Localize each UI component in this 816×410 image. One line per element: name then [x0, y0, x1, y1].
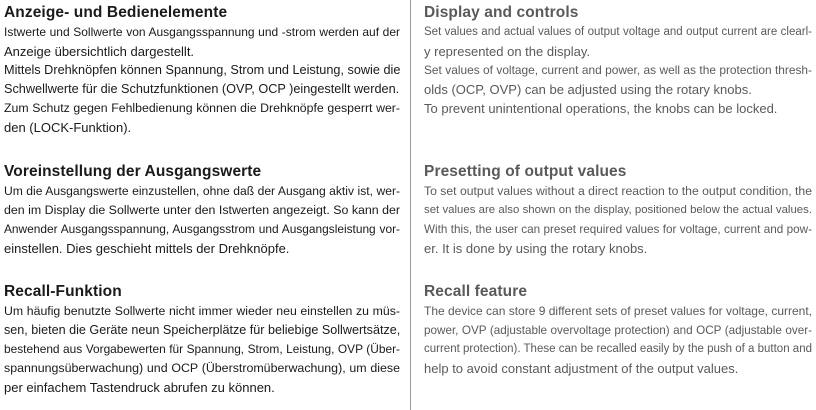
text-line: einstellen. Dies geschieht mittels der Drehknöpfe. [4, 241, 290, 256]
text-line: current protection). These can be recalled easily by the push of a button and [424, 343, 812, 355]
text-line: bestehend aus Vorgabewerten für Spannung, Strom, Leistung, OVP (Über- [4, 342, 400, 356]
text-line: y represented on the display. [424, 44, 590, 59]
text-line: den (LOCK-Funktion). [4, 120, 132, 135]
text-line: power, OVP (adjustable overvoltage protection) and OCP (adjustable over- [424, 324, 812, 337]
text-line: To set output values without a direct reaction to the output condition, the [424, 184, 812, 198]
text-line: Set values and actual values of output voltage and output current are clearl- [424, 26, 812, 38]
section-anzeige [4, 3, 400, 137]
column-divider [410, 0, 411, 410]
text-line: Schwellwerte für die Schutzfunktionen (OVP, OCP )eingestellt werden. [4, 82, 400, 96]
section-body [424, 302, 812, 378]
section-body [4, 23, 400, 137]
text-line: Set values of voltage, current and power, as well as the protection thresh- [424, 63, 812, 77]
text-line: er. It is done by using the rotary knobs. [424, 241, 648, 256]
section-body [4, 182, 400, 258]
text-line: Zum Schutz gegen Fehlbedienung können die Drehknöpfe gesperrt wer- [4, 101, 400, 115]
section-heading: Presetting of output values [424, 163, 627, 180]
text-line: Um die Ausgangswerte einzustellen, ohne daß der Ausgang aktiv ist, wer- [4, 184, 400, 198]
section-heading: Anzeige- und Bedienelemente [4, 4, 228, 21]
section-recall-funktion [4, 282, 400, 397]
section-voreinstellung [4, 162, 400, 258]
text-line: With this, the user can preset required values for voltage, current and pow- [424, 223, 812, 236]
text-line: sen, bieten die Geräte neun Speicherplätze für beliebige Sollwertsätze, [4, 323, 400, 337]
text-line: Anwender Ausgangsspannung, Ausgangsstrom und Ausgangsleistung vor- [4, 222, 400, 236]
section-heading: Recall feature [424, 283, 528, 300]
section-body [424, 23, 812, 118]
text-line: Mittels Drehknöpfen können Spannung, Strom und Leistung, sowie die [4, 63, 400, 77]
text-line: help to avoid constant adjustment of the output values. [424, 361, 739, 376]
text-line: Istwerte und Sollwerte von Ausgangsspannung und -strom werden auf der [4, 25, 400, 39]
section-heading: Recall-Funktion [4, 283, 122, 300]
text-line: spannungsüberwachung) und OCP (Überstromüberwachung), um diese [4, 361, 400, 375]
text-line: The device can store 9 different sets of preset values for voltage, current, [424, 304, 812, 318]
text-line: Um häufig benutzte Sollwerte nicht immer wieder neu einstellen zu müs- [4, 304, 400, 318]
section-recall-feature [424, 282, 812, 378]
text-line: set values are also shown on the display, positioned below the actual values. [424, 204, 812, 216]
section-display-controls [424, 3, 812, 118]
section-body [4, 302, 400, 397]
section-heading: Voreinstellung der Ausgangswerte [4, 163, 262, 180]
text-line: olds (OCP, OVP) can be adjusted using the rotary knobs. [424, 82, 752, 97]
text-line: per einfachem Tastendruck abrufen zu können. [4, 380, 275, 395]
text-line: Anzeige übersichtlich dargestellt. [4, 44, 195, 59]
section-body [424, 182, 812, 258]
text-line: To prevent unintentional operations, the knobs can be locked. [424, 101, 778, 116]
section-presetting [424, 162, 812, 258]
text-line: den im Display die Sollwerte unter den Istwerten angezeigt. So kann der [4, 203, 400, 217]
section-heading: Display and controls [424, 4, 579, 21]
